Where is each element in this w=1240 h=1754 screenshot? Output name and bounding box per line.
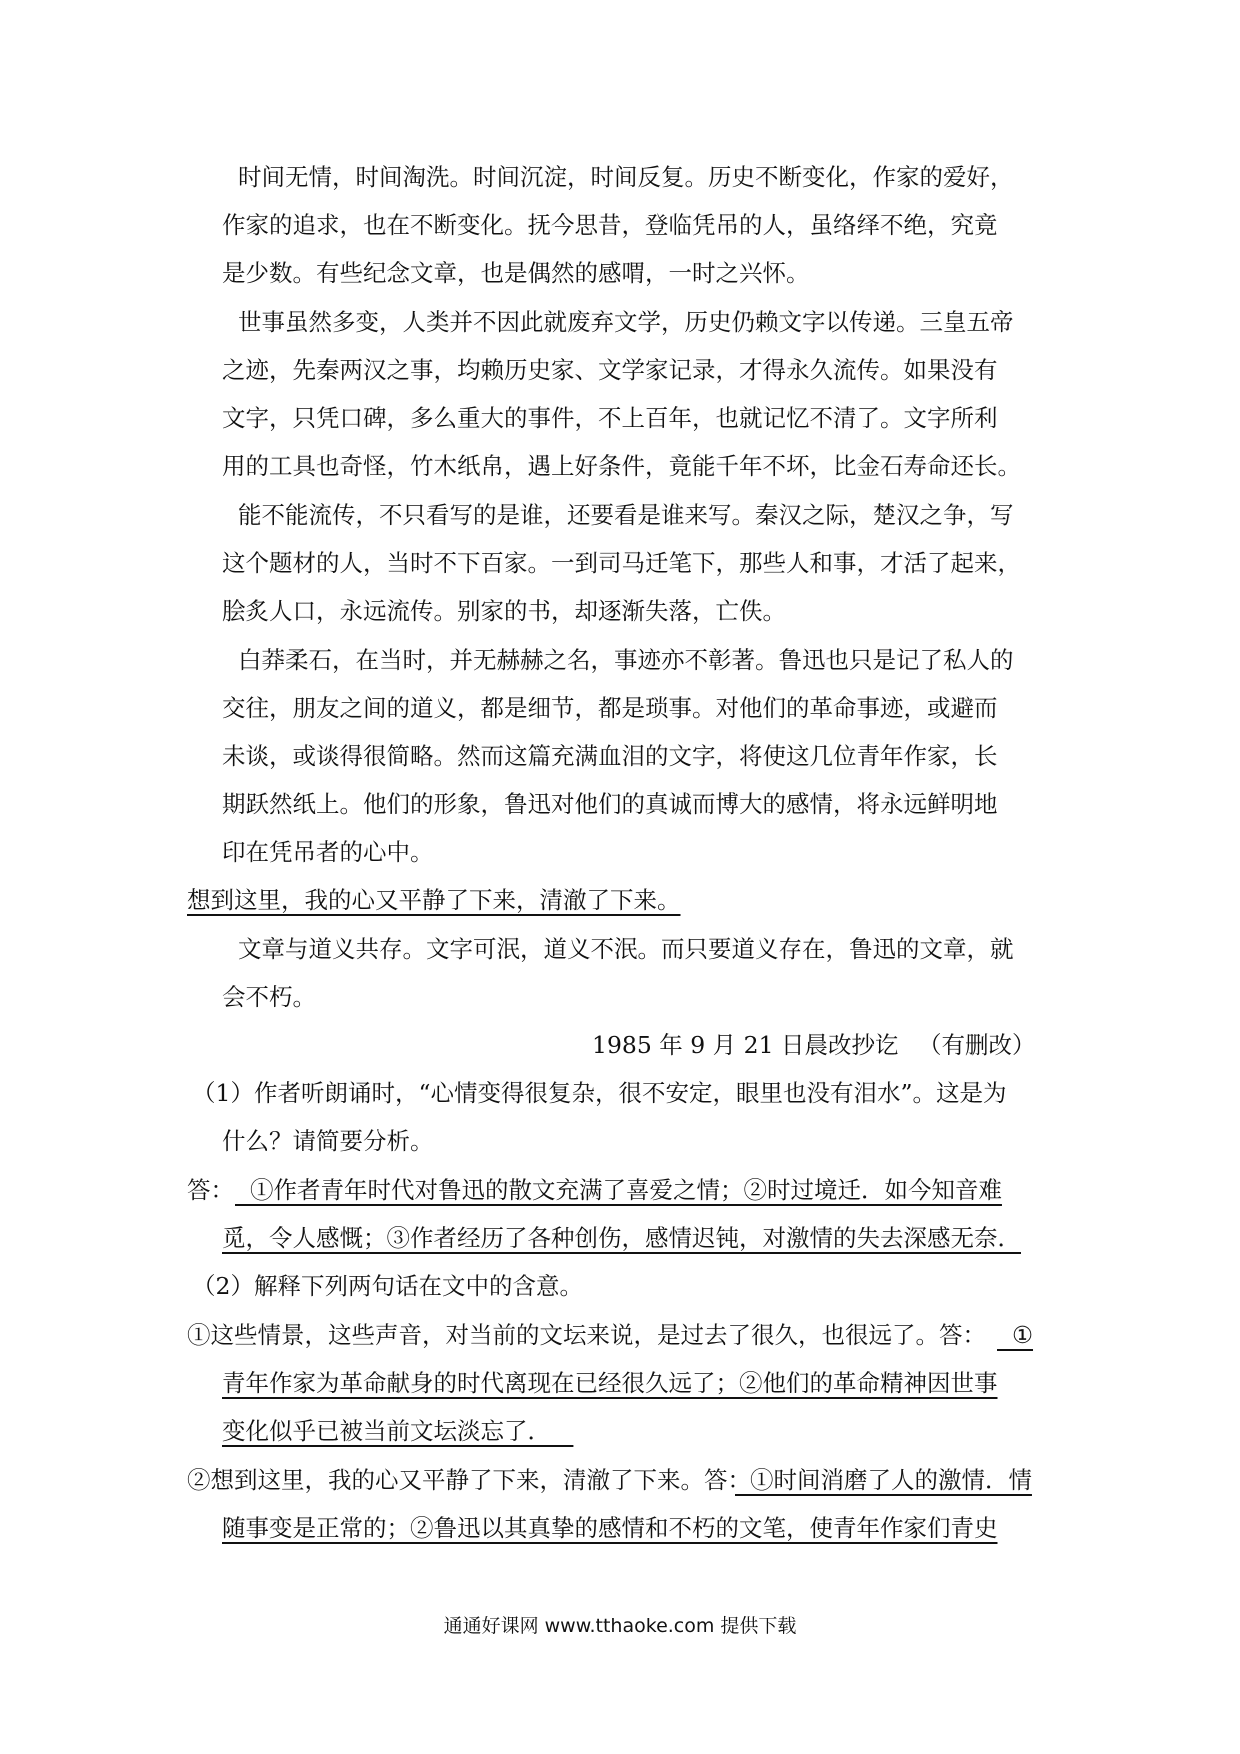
paragraph-2-line-1: 世事虽然多变，人类并不因此就废弃文学，历史仍赖文字以传递。三皇五帝: [238, 308, 1014, 336]
paragraph-3-line-2: 这个题材的人，当时不下百家。一到司马迁笔下，那些人和事，才活了起来，: [222, 549, 1021, 577]
paragraph-4-line-5: 印在凭吊者的心中。: [222, 838, 434, 866]
paragraph-4-line-3: 未谈，或谈得很简略。然而这篇充满血泪的文字，将使这几位青年作家，长: [222, 742, 998, 770]
question-2-1: ①这些情景，这些声音，对当前的文坛来说，是过去了很久，也很远了。答：: [187, 1321, 986, 1349]
paragraph-4-line-4: 期跃然纸上。他们的形象，鲁迅对他们的真诚而博大的感情，将永远鲜明地: [222, 790, 998, 818]
paragraph-4-line-1: 白莽柔石，在当时，并无赫赫之名，事迹亦不彰著。鲁迅也只是记了私人的: [238, 646, 1014, 674]
paragraph-1-line-1: 时间无情，时间淘洗。时间沉淀，时间反复。历史不断变化，作家的爱好，: [238, 163, 1014, 191]
revision-note: （有删改）: [918, 1031, 1036, 1059]
paragraph-3-line-3: 脍炙人口，永远流传。别家的书，却逐渐失落，亡佚。: [222, 597, 786, 625]
underlined-sentence: 想到这里，我的心又平静了下来，清澈了下来。: [187, 886, 681, 914]
answer-2-2-line-2: 随事变是正常的；②鲁迅以其真挚的感情和不朽的文笔，使青年作家们青史: [222, 1514, 998, 1542]
footer-source: 通通好课网 www.tthaoke.com 提供下载: [443, 1615, 797, 1637]
answer-1-line-1: ①作者青年时代对鲁迅的散文充满了喜爱之情；②时过境迁．如今知音难: [235, 1176, 1002, 1204]
paragraph-4-line-2: 交往，朋友之间的道义，都是细节，都是琐事。对他们的革命事迹，或避而: [222, 694, 998, 722]
answer-2-1-start: ①: [997, 1321, 1034, 1349]
paragraph-2-line-4: 用的工具也奇怪，竹木纸帛，遇上好条件，竟能千年不坏，比金石寿命还长。: [222, 452, 1021, 480]
answer-2-2-start: ①时间消磨了人的激情．情: [735, 1466, 1032, 1494]
answer-2-1-line-2: 青年作家为革命献身的时代离现在已经很久远了；②他们的革命精神因世事: [222, 1369, 998, 1397]
answer-2-1-line-3: 变化似乎已被当前文坛淡忘了．: [222, 1417, 574, 1445]
answer-1-line-2: 觅，令人感慨；③作者经历了各种创伤，感情迟钝，对激情的失去深感无奈．: [222, 1224, 1021, 1252]
paragraph-2-line-3: 文字，只凭口碑，多么重大的事件，不上百年，也就记忆不清了。文字所利: [222, 404, 998, 432]
paragraph-1-line-2: 作家的追求，也在不断变化。抚今思昔，登临凭吊的人，虽络绎不绝，究竟: [222, 211, 998, 239]
question-1-line-1: （1）作者听朗诵时，“心情变得很复杂，很不安定，眼里也没有泪水”。这是为: [192, 1079, 1007, 1107]
question-2-2: ②想到这里，我的心又平静了下来，清澈了下来。答：: [187, 1466, 751, 1494]
paragraph-3-line-1: 能不能流传，不只看写的是谁，还要看是谁来写。秦汉之际，楚汉之争，写: [238, 501, 1014, 529]
paragraph-5-line-2: 会不朽。: [222, 983, 316, 1011]
question-2: （2）解释下列两句话在文中的含意。: [192, 1272, 583, 1300]
paragraph-2-line-2: 之迹，先秦两汉之事，均赖历史家、文学家记录，才得永久流传。如果没有: [222, 356, 998, 384]
dateline: 1985 年 9 月 21 日晨改抄讫: [592, 1031, 899, 1059]
answer-1-prefix: 答：: [187, 1176, 234, 1204]
paragraph-1-line-3: 是少数。有些纪念文章，也是偶然的感喟，一时之兴怀。: [222, 259, 810, 287]
paragraph-5-line-1: 文章与道义共存。文字可泯，道义不泯。而只要道义存在，鲁迅的文章，就: [238, 935, 1014, 963]
question-1-line-2: 什么？请简要分析。: [222, 1127, 434, 1155]
